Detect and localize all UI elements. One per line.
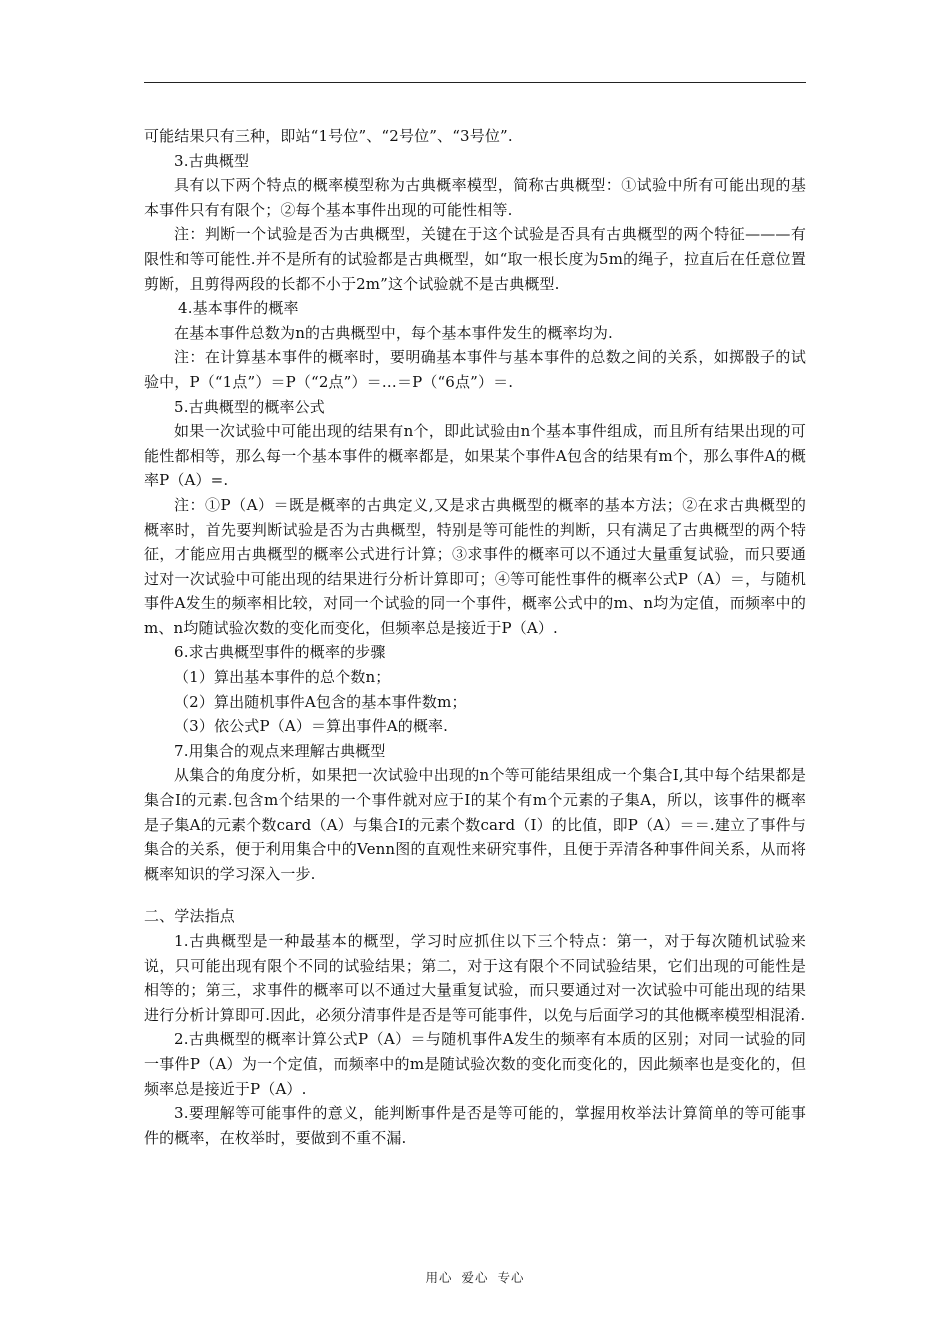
document-body: [144, 124, 806, 1150]
paragraph: 注：①P（A）＝既是概率的古典定义,又是求古典概型的概率的基本方法；②在求古典概型的概率时，首先要判断试验是否为古典概型，特别是等可能性的判断，只有满足了古典概型的两个特征，才能应用古典概型的概率公式进行计算；③求事件的概率可以不通过大量重复试验，而只要通过对一次试验中可能出现的结果进行分析计算即可；④等可能性事件的概率公式P（A）＝，与随机事件A发生的频率相比较，对同一个试验的同一个事件，概率公式中的m、n均为定值，而频率中的m、n均随试验次数的变化而变化，但频率总是接近于P（A）.: [144, 495, 806, 637]
spacer: [144, 886, 806, 904]
page-footer: 用心 爱心 专心: [425, 1270, 525, 1285]
paragraph: 如果一次试验中可能出现的结果有n个，即此试验由n个基本事件组成，而且所有结果出现的可能性都相等，那么每一个基本事件的概率都是，如果某个事件A包含的结果有m个，那么事件A的概率P（A）=.: [144, 422, 806, 490]
paragraph: 2.古典概型的概率计算公式P（A）＝与随机事件A发生的频率有本质的区别；对同一试验的同一事件P（A）为一个定值，而频率中的m是随试验次数的变化而变化的，因此频率也是变化的，但频率总是接近于P（A）.: [144, 1030, 806, 1098]
section-heading: 6.求古典概型事件的概率的步骤: [174, 643, 386, 662]
paragraph: 具有以下两个特点的概率模型称为古典概率模型，简称古典概型：①试验中所有可能出现的基本事件只有有限个；②每个基本事件出现的可能性相等.: [144, 176, 806, 219]
list-item: （2）算出随机事件A包含的基本事件数m；: [174, 692, 467, 711]
paragraph: 注：判断一个试验是否为古典概型，关键在于这个试验是否具有古典概型的两个特征———有限性和等可能性.并不是所有的试验都是古典概型，如“取一根长度为5m的绳子，拉直后在任意位置剪断，且剪得两段的长都不小于2m”这个试验就不是古典概型.: [144, 225, 806, 293]
paragraph: 1.古典概型是一种最基本的概型，学习时应抓住以下三个特点：第一，对于每次随机试验来说，只可能出现有限个不同的试验结果；第二，对于这有限个不同试验结果，它们出现的可能性是相等的；第三，求事件的概率可以不通过大量重复试验，而只要通过对一次试验中可能出现的结果进行分析计算即可.因此，必须分清事件是否是等可能事件，以免与后面学习的其他概率模型相混淆.: [144, 932, 806, 1024]
paragraph: 3.要理解等可能事件的意义，能判断事件是否是等可能的，掌握用枚举法计算简单的等可能事件的概率，在枚举时，要做到不重不漏.: [144, 1104, 806, 1147]
paragraph: 在基本事件总数为n的古典概型中，每个基本事件发生的概率均为.: [174, 323, 613, 342]
list-item: （3）依公式P（A）＝算出事件A的概率.: [174, 717, 449, 736]
section-heading: 4.基本事件的概率: [178, 299, 299, 318]
chapter-heading: 二、学法指点: [144, 907, 235, 926]
section-heading: 3.古典概型: [174, 151, 250, 170]
section-heading: 7.用集合的观点来理解古典概型: [174, 741, 386, 760]
header-rule: [144, 82, 806, 83]
section-heading: 5.古典概型的概率公式: [174, 397, 325, 416]
paragraph: 注：在计算基本事件的概率时，要明确基本事件与基本事件的总数之间的关系，如掷骰子的试验中，P（“1点”）＝P（“2点”）＝…＝P（“6点”）＝.: [144, 348, 806, 391]
paragraph: 从集合的角度分析，如果把一次试验中出现的n个等可能结果组成一个集合I,其中每个结果都是集合I的元素.包含m个结果的一个事件就对应于I的某个有m个元素的子集A，所以，该事件的概率是子集A的元素个数card（A）与集合Ⅰ的元素个数card（Ⅰ）的比值，即P（A）＝＝.建立了事件与集合的关系，便于利用集合中的Venn图的直观性来研究事件，且便于弄清各种事件间关系，从而将概率知识的学习深入一步.: [144, 766, 806, 883]
paragraph: 可能结果只有三种，即站“1号位”、“2号位”、“3号位”.: [144, 127, 513, 145]
list-item: （1）算出基本事件的总个数n；: [174, 668, 391, 687]
